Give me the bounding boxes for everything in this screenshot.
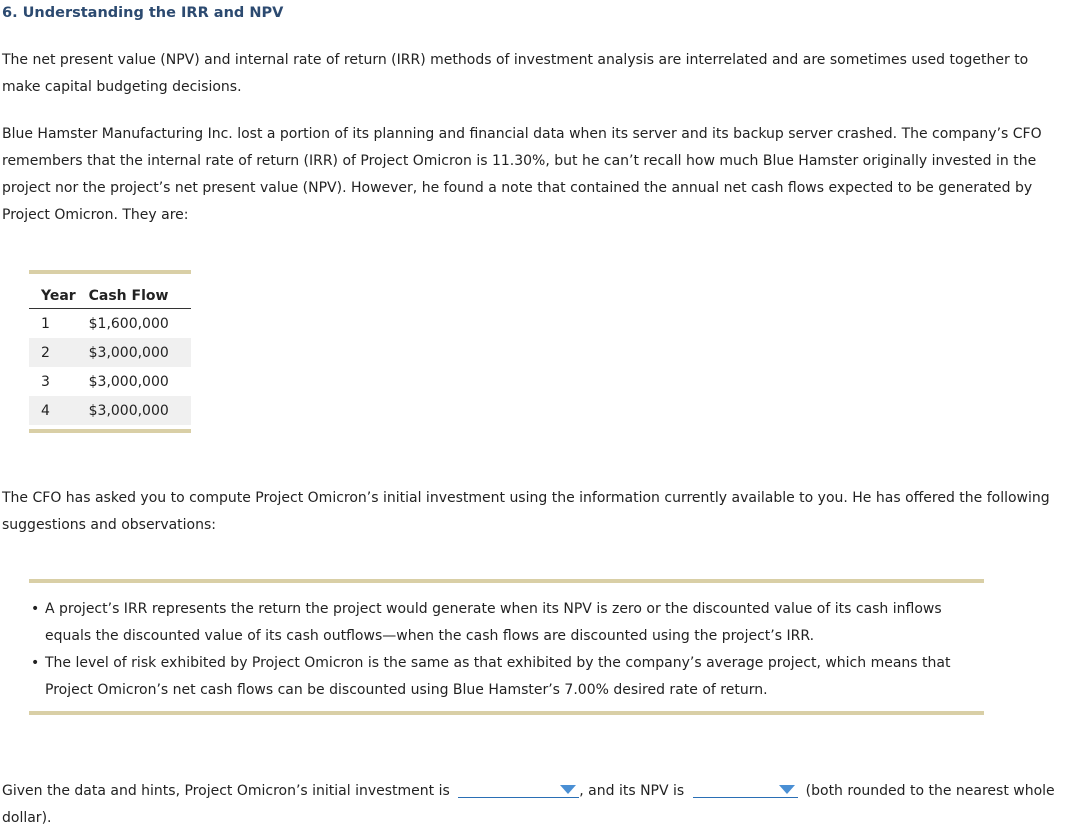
question-title: 6. Understanding the IRR and NPV	[2, 5, 284, 21]
year-cell: 2	[29, 338, 89, 367]
bullet-icon: •	[31, 601, 40, 617]
hints-box	[29, 579, 984, 715]
list-item	[29, 596, 959, 650]
cash-flow-cell: $3,000,000	[88, 373, 169, 390]
list-item	[29, 650, 959, 704]
year-cell: 3	[41, 373, 50, 390]
cash-flow-table-container	[29, 270, 191, 433]
table-row	[29, 309, 191, 339]
scenario-paragraph: Blue Hamster Manufacturing Inc. lost a portion of its planning and financial data when its server and its backup server crashed. The company’s CFO remembers that the internal rate of return (IRR) of Project Omicron is 11.30%, but he can’t recall how much Blue Hamster originally invested in the project nor the project’s net present value (NPV). However, he found a note that contained the annual net cash flows expected to be generated by Project Omicron. They are:	[2, 126, 1042, 223]
bullet-icon: •	[31, 655, 40, 671]
answer-suffix: (both rounded to the nearest whole dollar).	[2, 783, 1055, 826]
cash-flow-cell: $3,000,000	[89, 396, 191, 425]
answer-middle: , and its NPV is	[579, 783, 685, 799]
year-cell: 1	[41, 315, 50, 332]
hint-text: A project’s IRR represents the return the project would generate when its NPV is zero or the discounted value of its cash inflows equals the discounted value of its cash outflows—when the cash flows are discounted using the project’s IRR.	[45, 601, 942, 644]
cash-flow-cell: $1,600,000	[88, 315, 169, 332]
table-row	[29, 367, 191, 396]
hints-list	[29, 596, 959, 704]
table-row	[29, 338, 191, 367]
initial-investment-dropdown[interactable]	[458, 781, 579, 798]
npv-dropdown[interactable]	[693, 781, 798, 798]
intro-paragraph: The net present value (NPV) and internal rate of return (IRR) methods of investment analysis are interrelated and are sometimes used together to make capital budgeting decisions.	[2, 52, 1029, 95]
cash-flow-cell: $3,000,000	[89, 338, 191, 367]
answer-sentence	[2, 778, 1062, 832]
request-paragraph: The CFO has asked you to compute Project Omicron’s initial investment using the information currently available to you. He has offered the following suggestions and observations:	[2, 490, 1050, 533]
year-cell: 4	[29, 396, 89, 425]
year-column-header: Year	[29, 284, 89, 309]
hint-text: The level of risk exhibited by Project Omicron is the same as that exhibited by the company’s average project, which means that Project Omicron’s net cash flows can be discounted using Blue Hamster’s 7.00% desired rate of return.	[45, 655, 951, 698]
cash-flow-table	[29, 284, 191, 425]
table-header-row	[29, 284, 191, 309]
chevron-down-icon[interactable]	[560, 785, 576, 794]
cash-flow-column-header: Cash Flow	[89, 284, 191, 309]
chevron-down-icon[interactable]	[779, 785, 795, 794]
answer-prefix: Given the data and hints, Project Omicron’s initial investment is	[2, 783, 450, 799]
table-row	[29, 396, 191, 425]
